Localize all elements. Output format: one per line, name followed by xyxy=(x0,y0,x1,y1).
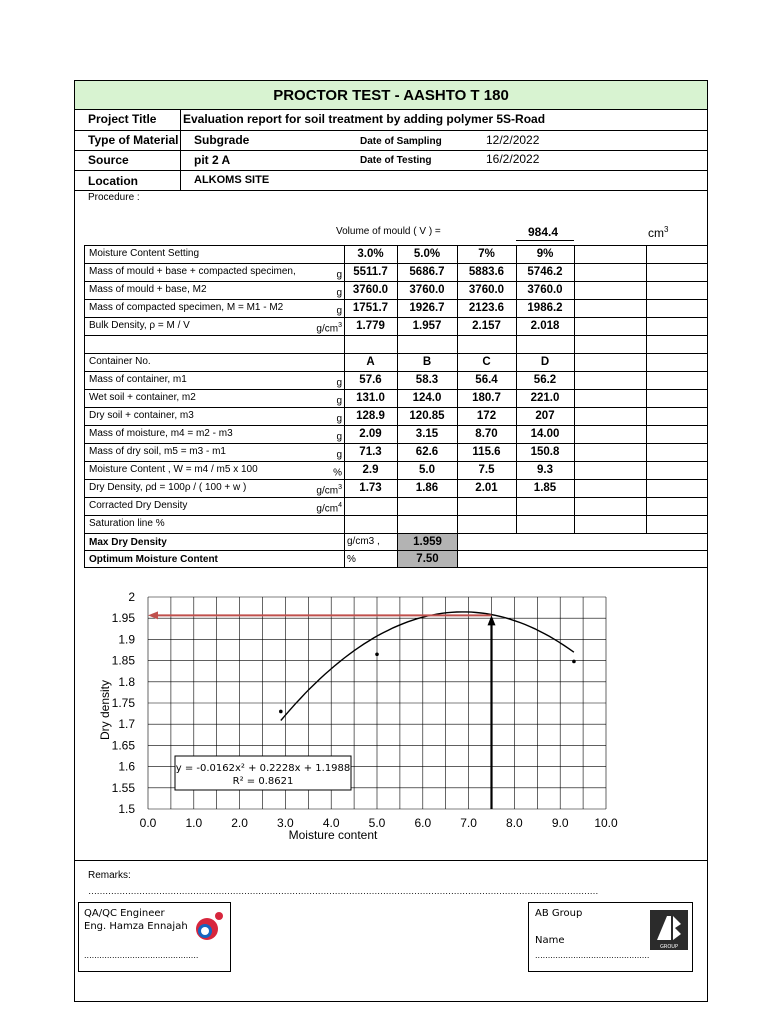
table2-row-label: Corracted Dry Density xyxy=(89,500,188,511)
table2-row-unit: $g/cm^4$ xyxy=(316,502,342,515)
table2-row-unit: g xyxy=(336,431,342,443)
table2-cell: 14.00 xyxy=(530,428,560,440)
table2-cell: 71.3 xyxy=(359,446,382,458)
y-tick-label: 1.5 xyxy=(118,802,135,816)
data-point xyxy=(375,652,379,656)
table1-row-label: Mass of mould + base, M2 xyxy=(89,284,207,295)
table2-cell: 56.2 xyxy=(533,374,557,386)
table2-row-unit: % xyxy=(333,467,342,479)
table1-cell: 5686.7 xyxy=(409,266,445,278)
mould-volume-value: 984.4 xyxy=(528,225,559,239)
table1-cell: 2.018 xyxy=(530,320,560,332)
table1-row-label: Moisture Content Setting xyxy=(89,248,200,259)
table1-cell: 7% xyxy=(478,248,495,260)
y-tick-label: 1.95 xyxy=(111,611,135,626)
trend-r2: R² = 0.8621 xyxy=(232,776,294,787)
table1-row-unit: g xyxy=(336,287,342,299)
y-tick-label: 1.8 xyxy=(118,674,135,689)
source-value: pit 2 A xyxy=(194,153,231,167)
table1-cell: 3.0% xyxy=(357,248,384,260)
chart-ticks xyxy=(112,590,618,830)
x-tick-label: 7.0 xyxy=(460,816,477,830)
y-axis-label: Dry density xyxy=(98,679,112,741)
location-value: ALKOMS SITE xyxy=(194,174,270,186)
table1-cell: 3760.0 xyxy=(527,284,563,296)
table2-row-label: Mass of container, m1 xyxy=(89,374,187,385)
qaqc-role: QA/QC Engineer xyxy=(84,908,165,919)
table1-cell: 1.779 xyxy=(356,320,385,332)
table2-cell: 131.0 xyxy=(356,392,385,404)
x-tick-label: 3.0 xyxy=(277,816,294,830)
table1-cell: 3760.0 xyxy=(468,284,505,296)
table1-cell: 5511.7 xyxy=(353,266,388,278)
table1-row-label: Bulk Density, ρ = M / V xyxy=(89,320,190,331)
table2-row-unit: g xyxy=(336,395,342,407)
table2-cell: C xyxy=(482,356,491,368)
project-title-label: Project Title xyxy=(88,112,157,126)
table2-cell: 150.8 xyxy=(530,446,560,458)
table2-row-unit: g xyxy=(336,449,342,461)
y-tick-label: 1.9 xyxy=(118,632,135,647)
x-tick-label: 0.0 xyxy=(139,816,157,830)
location-label: Location xyxy=(88,174,138,188)
max-dry-density-value: 1.959 xyxy=(413,536,442,548)
omc-unit: % xyxy=(347,554,356,565)
x-tick-label: 4.0 xyxy=(322,816,340,830)
table2-row-label: Dry soil + container, m3 xyxy=(89,410,194,421)
table2-cell: 57.6 xyxy=(359,374,382,386)
table1-cell: 2.157 xyxy=(472,320,501,332)
ab-signature-line: ............................................. xyxy=(535,951,650,960)
signature-right xyxy=(528,902,693,972)
table2-row-label: Container No. xyxy=(89,356,151,367)
date-testing-value: 16/2/2022 xyxy=(486,152,540,166)
y-tick-label: 1.75 xyxy=(111,696,135,710)
qaqc-name: Eng. Hamza Ennajah xyxy=(84,921,188,932)
table2-cell: 180.7 xyxy=(472,392,501,404)
table1-cell: 3760.0 xyxy=(352,284,389,296)
table2-row-label: Mass of moisture, m4 = m2 - m3 xyxy=(89,428,233,439)
mould-volume-unit: $cm^3$ xyxy=(648,225,669,240)
x-axis-label: Moisture content xyxy=(288,828,378,842)
table1-cell: 5746.2 xyxy=(527,266,563,278)
table2-cell: 1.85 xyxy=(533,482,557,494)
table2-cell: 5.0 xyxy=(419,464,435,476)
table2-cell: 1.73 xyxy=(359,482,382,494)
table2-cell: 124.0 xyxy=(412,392,442,404)
project-title-value: Evaluation report for soil treatment by adding polymer 5S-Road xyxy=(183,112,546,126)
trend-equation: y = -0.0162x² + 0.2228x + 1.1988 xyxy=(175,763,351,774)
data-point xyxy=(279,710,283,714)
omc-value: 7.50 xyxy=(416,553,439,565)
table1-cell: 1986.2 xyxy=(527,302,563,314)
table1-cell: 1.957 xyxy=(412,320,442,332)
ab-group-name: AB Group xyxy=(535,908,583,919)
omc-arrow-head xyxy=(488,615,496,625)
table2-cell: 172 xyxy=(476,410,497,422)
table2-row-label: Dry Density, ρd = 100ρ / ( 100 + w ) xyxy=(89,482,247,493)
table2-cell: 2.9 xyxy=(362,464,379,476)
remarks-label: Remarks: xyxy=(88,870,131,881)
signature-left xyxy=(78,902,231,972)
x-tick-label: 6.0 xyxy=(414,816,432,830)
report-frame xyxy=(74,80,708,1002)
table1-cell: 1751.7 xyxy=(352,302,389,314)
table2-cell: 8.70 xyxy=(475,428,498,440)
table2-cell: 7.5 xyxy=(478,464,495,476)
y-tick-label: 1.65 xyxy=(111,738,135,753)
table2-cell: 128.9 xyxy=(356,410,385,422)
max-dry-density-label: Max Dry Density xyxy=(89,537,167,548)
type-of-material-value: Subgrade xyxy=(194,133,250,147)
y-tick-label: 1.55 xyxy=(111,780,135,795)
table2-cell: 9.3 xyxy=(537,464,553,476)
y-tick-label: 1.6 xyxy=(118,759,135,774)
table1-row-unit: g xyxy=(336,269,342,281)
table2-cell: 1.86 xyxy=(415,482,439,494)
table1-cell: 1926.7 xyxy=(409,302,445,314)
table2-cell: 221.0 xyxy=(530,392,560,404)
report-title: PROCTOR TEST - AASHTO T 180 xyxy=(75,81,707,110)
table2-cell: 2.09 xyxy=(359,428,382,440)
table2-cell: 62.6 xyxy=(415,446,439,458)
table1-row-unit: $g/cm^3$ xyxy=(316,322,342,335)
table2-cell: 56.4 xyxy=(475,374,498,386)
table1-row-label: Mass of mould + base + compacted specimen, xyxy=(89,266,296,277)
table2-cell: D xyxy=(540,356,550,368)
table2-row-unit: $g/cm^3$ xyxy=(316,484,342,497)
table2-row-label: Mass of dry soil, m5 = m3 - m1 xyxy=(89,446,226,457)
table2-row-unit: g xyxy=(336,413,342,425)
y-tick-label: 2 xyxy=(128,590,135,604)
table2-cell: 207 xyxy=(535,410,555,422)
table2-row-label: Wet soil + container, m2 xyxy=(89,392,196,403)
table2-cell: B xyxy=(422,356,432,368)
table2-row-label: Moisture Content , W = m4 / m5 x 100 xyxy=(89,464,258,475)
y-tick-label: 1.85 xyxy=(111,653,135,668)
chart-points xyxy=(279,652,576,713)
x-tick-label: 5.0 xyxy=(368,816,386,830)
ab-group-logo-icon xyxy=(650,910,688,950)
date-sampling-value: 12/2/2022 xyxy=(486,133,540,147)
table1-cell: 3760.0 xyxy=(409,284,445,296)
table1-cell: 5883.6 xyxy=(468,266,505,278)
x-tick-label: 2.0 xyxy=(231,816,248,830)
max-dry-density-unit: g/cm3 , xyxy=(347,536,380,547)
trendline-curve xyxy=(281,612,574,721)
table1-cell: 9% xyxy=(536,248,554,260)
compaction-chart xyxy=(75,585,707,850)
table1-cell: 2123.6 xyxy=(468,302,505,314)
table1-row-label: Mass of compacted specimen, M = M1 - M2 xyxy=(89,302,284,313)
table2-cell: 2.01 xyxy=(475,482,498,494)
ab-name-label: Name xyxy=(535,935,565,946)
data-point xyxy=(572,660,576,664)
table1-cell: 5.0% xyxy=(413,248,441,260)
x-tick-label: 9.0 xyxy=(551,816,569,830)
x-tick-label: 8.0 xyxy=(506,816,523,830)
table2-row-unit: g xyxy=(336,377,342,389)
omc-label: Optimum Moisture Content xyxy=(89,554,218,565)
table2-cell: 115.6 xyxy=(472,446,501,458)
date-sampling-label: Date of Sampling xyxy=(360,136,442,147)
table2-cell: 58.3 xyxy=(415,374,439,386)
svg-text:GROUP: GROUP xyxy=(660,944,678,950)
table2-cell: 3.15 xyxy=(415,428,439,440)
equation-box xyxy=(175,756,351,790)
date-testing-label: Date of Testing xyxy=(360,155,432,166)
table2-row-label: Saturation line % xyxy=(89,518,165,529)
table1-row-unit: g xyxy=(336,305,342,317)
mould-volume-label: Volume of mould ( V ) = xyxy=(336,226,441,237)
x-tick-label: 1.0 xyxy=(185,816,203,830)
source-label: Source xyxy=(88,153,129,167)
company-logo-icon xyxy=(191,909,227,943)
table2-cell: 120.85 xyxy=(409,410,445,422)
remarks-dots: ……………………………………………………………………………………………………………………………………………………………… xyxy=(88,886,598,896)
table2-cell: A xyxy=(366,356,375,368)
x-tick-label: 10.0 xyxy=(594,816,618,830)
procedure-label: Procedure : xyxy=(88,192,140,203)
type-of-material-label: Type of Material xyxy=(88,133,179,147)
y-tick-label: 1.7 xyxy=(118,717,135,732)
qaqc-signature-line: ............................................. xyxy=(84,951,199,960)
